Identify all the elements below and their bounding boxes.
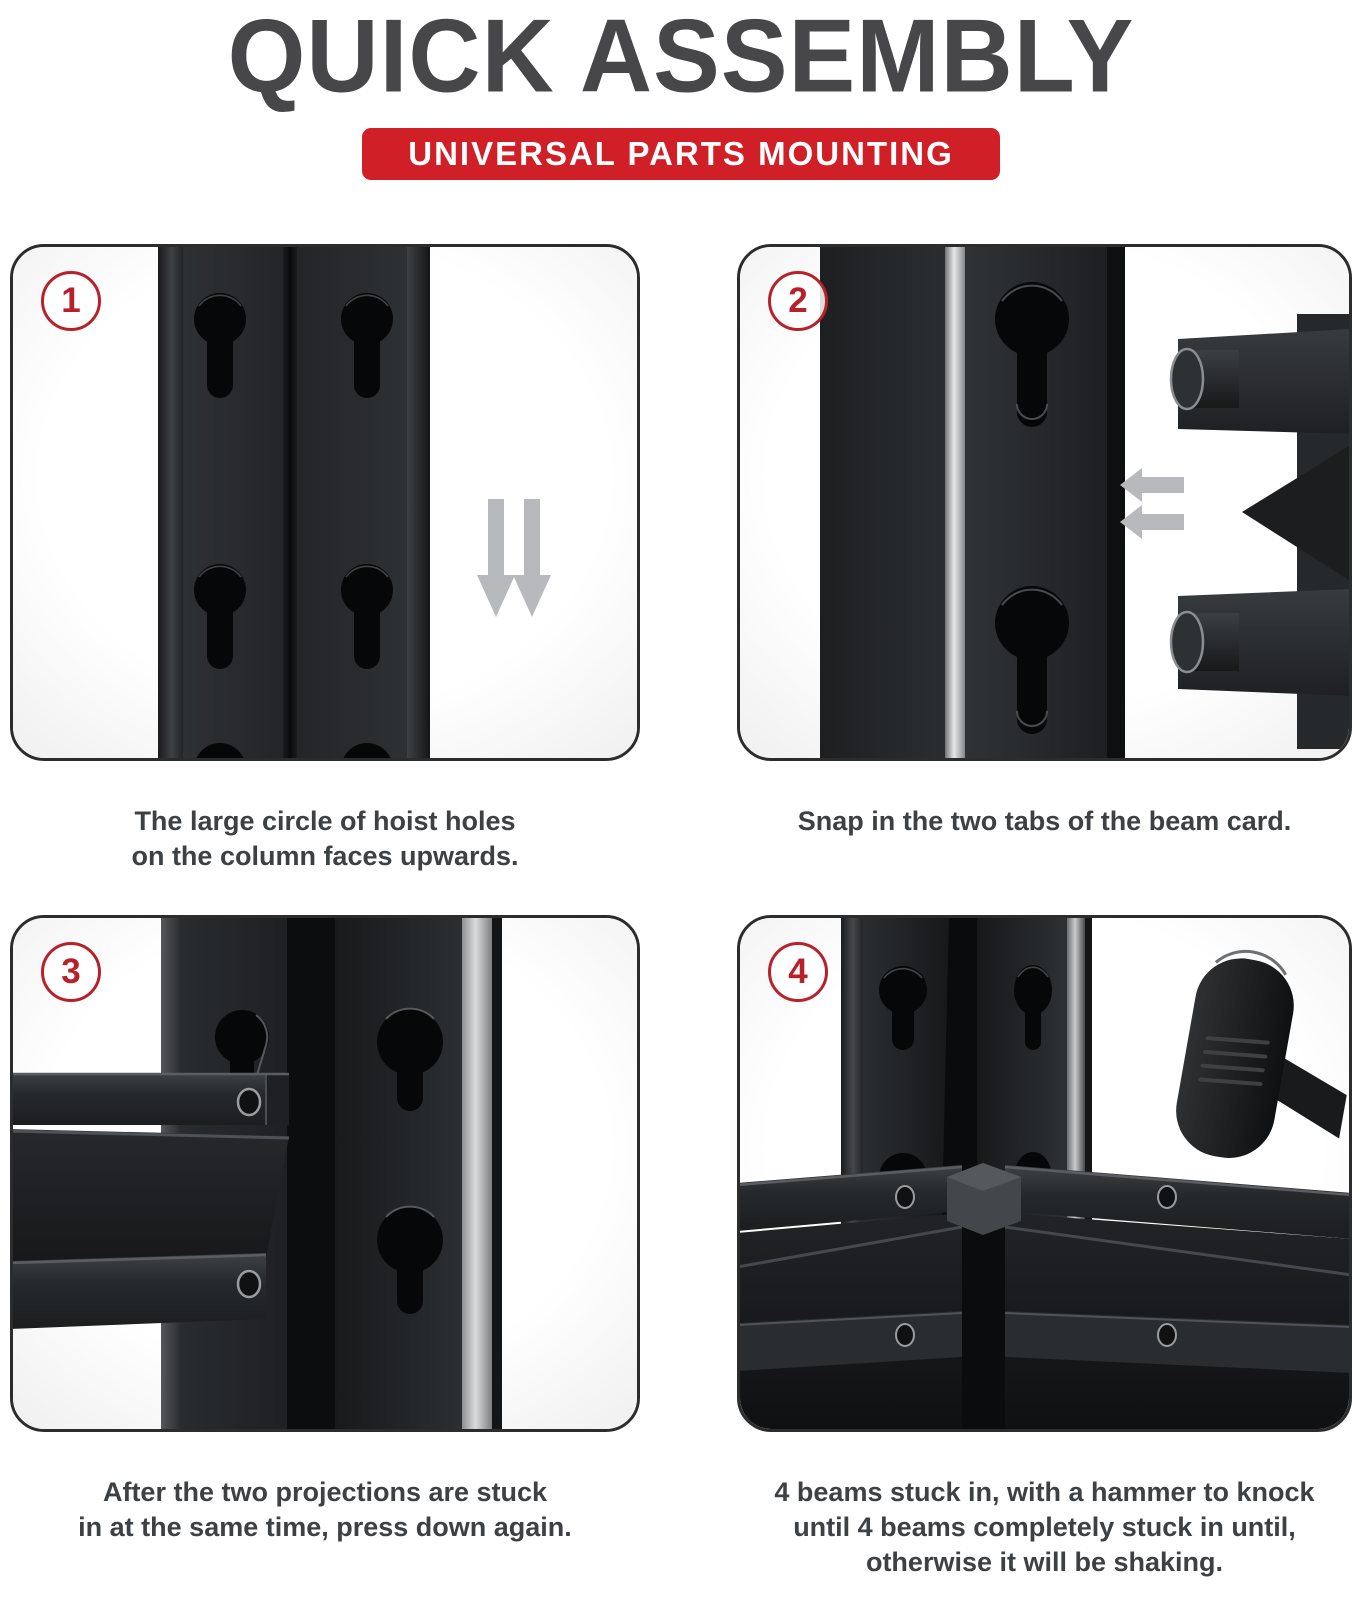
- step-4: [737, 915, 1352, 1607]
- step-3-caption: After the two projections are stuck in at the same time, press down again.: [78, 1477, 572, 1542]
- step-3: [10, 915, 640, 1607]
- beam-tab-peg: [1171, 612, 1239, 672]
- step-1: [10, 244, 640, 915]
- step-1-number-badge: [41, 271, 101, 331]
- step-2: [737, 244, 1352, 915]
- step-2-illustration beam-card-snap: [737, 244, 1352, 761]
- step-4-caption: 4 beams stuck in, with a hammer to knock until 4 beams completely stuck in until, otherwise it will be shaking.: [774, 1477, 1315, 1577]
- inner-corner-shadow: [962, 1211, 1005, 1432]
- step-4-panel: [737, 915, 1352, 1432]
- corner-connector-cap: [947, 1163, 1021, 1235]
- shelf-beam-left: [737, 1165, 962, 1432]
- steps-grid: [10, 244, 1352, 1607]
- step-number: 1: [61, 281, 81, 320]
- step-number: 3: [61, 952, 81, 991]
- step-1-caption: The large circle of hoist holes on the column faces upwards.: [131, 806, 519, 871]
- corner-post: [820, 244, 1125, 761]
- page-title: QUICK ASSEMBLY: [227, 0, 1135, 115]
- rivet: [896, 1186, 914, 1208]
- step-1-panel: [10, 244, 640, 761]
- banner: UNIVERSAL PARTS MOUNTING: [362, 128, 999, 180]
- rivet: [896, 1324, 914, 1346]
- step-number: 2: [788, 281, 808, 320]
- rivet: [1158, 1324, 1176, 1346]
- shelf-beam-right: [1005, 1165, 1352, 1432]
- rivet: [238, 1271, 260, 1297]
- step-2-number-badge: [768, 271, 828, 331]
- step-3-number-badge: [41, 942, 101, 1002]
- step-2-caption: Snap in the two tabs of the beam card.: [797, 806, 1292, 836]
- step-number: 4: [788, 952, 808, 991]
- step-1-illustration column-front-view: [10, 244, 640, 761]
- step-3-panel: [10, 915, 640, 1432]
- shelf-beam: [10, 1073, 289, 1329]
- step-4-illustration corner-beams-hammer: [737, 915, 1352, 1432]
- rivet: [238, 1089, 260, 1115]
- beam-tab-peg: [1171, 349, 1239, 409]
- step-2-panel: [737, 244, 1352, 761]
- rivet: [1158, 1186, 1176, 1208]
- step-3-illustration beam-hooked-on-post: [10, 915, 640, 1432]
- banner-row: [0, 128, 1362, 180]
- step-4-number-badge: [768, 942, 828, 1002]
